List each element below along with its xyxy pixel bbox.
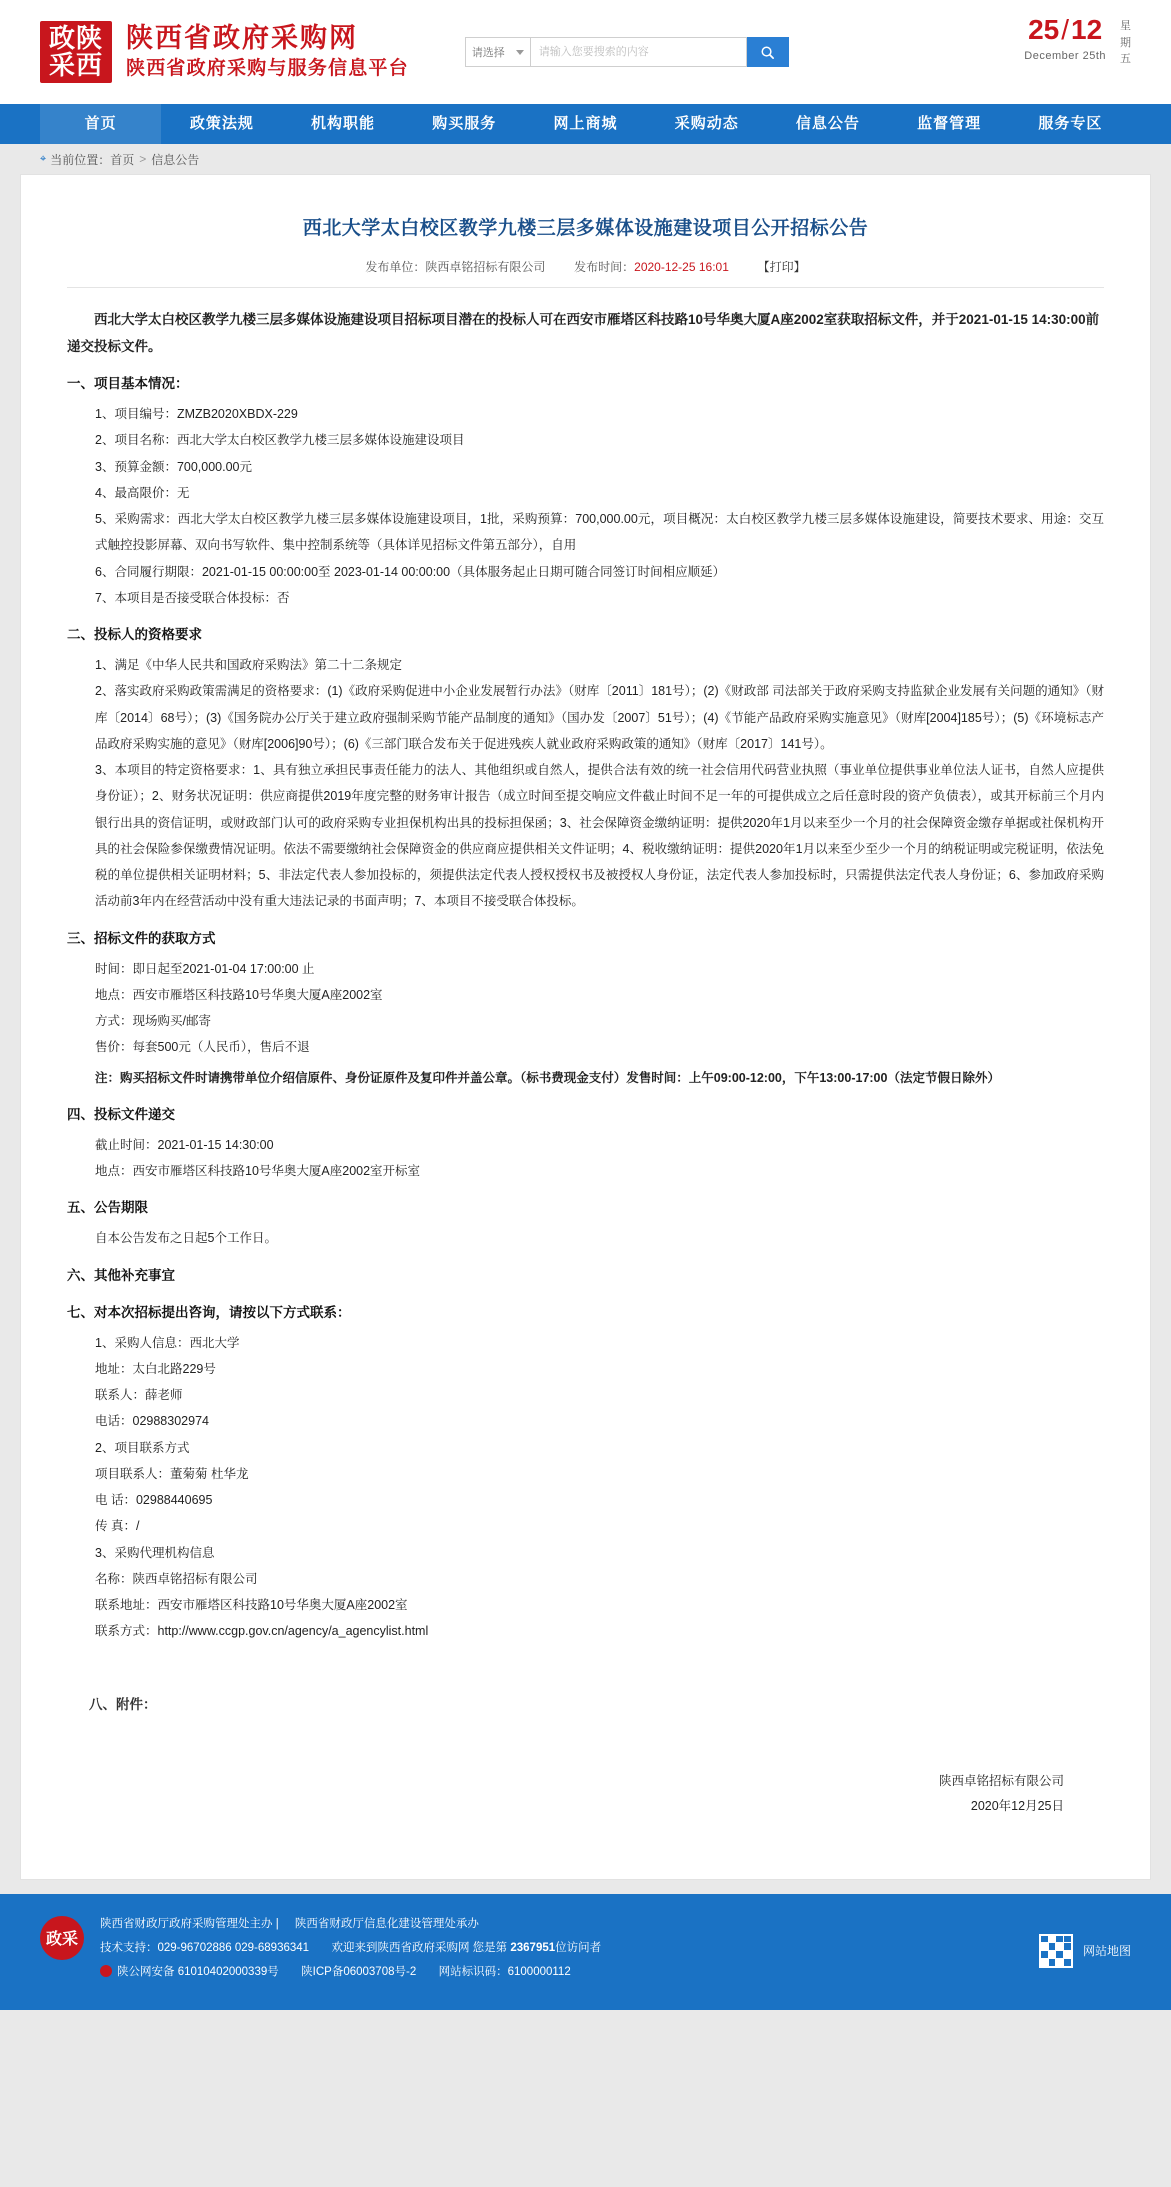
footer-line-1: 陕西省财政厅政府采购管理处主办 | 陕西省财政厅信息化建设管理处承办 (100, 1917, 479, 1930)
search-category-select[interactable] (465, 37, 531, 67)
nav-item-2[interactable]: 机构职能 (311, 115, 376, 132)
footer-logo-icon (40, 1916, 84, 1960)
qr-code-icon (1039, 1934, 1073, 1968)
publish-time-label: 发布时间： (574, 260, 635, 274)
section-2-item-3: 售价：每套500元（人民币），售后不退 (95, 1040, 310, 1055)
logo-mark-top: 政陕 (48, 22, 103, 53)
document-intro: 西北大学太白校区教学九楼三层多媒体设施建设项目招标项目潜在的投标人可在西安市雁塔区科技路10号华奥大厦A座2002室获取招标文件，并于2021-01-15 14:30:00前递交投标文件。 (67, 312, 1100, 354)
section-heading-6: 七、对本次招标提出咨询，请按以下方式联系： (67, 1304, 351, 1320)
section-0-item-2: 3、预算金额：700,000.00元 (95, 459, 253, 474)
section-6-item-0: 1、采购人信息：西北大学 (95, 1335, 240, 1350)
footer-sponsor: 陕西省财政厅政府采购管理处主办 (100, 1917, 273, 1930)
section-0-item-0: 1、项目编号：ZMZB2020XBDX-229 (95, 407, 298, 421)
visitor-count: 2367951 (510, 1941, 556, 1954)
section-0-item-1: 2、项目名称：西北大学太白校区教学九楼三层多媒体设施建设项目 (95, 433, 465, 448)
section-6-item-1: 地址：太白北路229号 (95, 1361, 216, 1376)
nav-item-1[interactable]: 政策法规 (189, 115, 254, 132)
footer-line-2 (100, 1936, 601, 1960)
police-badge-icon (100, 1965, 112, 1977)
date-month: 12 (1071, 14, 1103, 45)
section-3-item-0: 截止时间：2021-01-15 14:30:00 (95, 1137, 274, 1152)
breadcrumb (0, 144, 1171, 174)
section-2-item-1: 地点：西安市雁塔区科技路10号华奥大厦A座2002室 (95, 987, 383, 1002)
search-category-value: 请选择 (471, 47, 505, 59)
announcement-paper (20, 174, 1151, 1880)
section-1-item-2: 3、本项目的特定资格要求：1、具有独立承担民事责任能力的法人、其他组织或自然人，提供合法有效的统一社会信用代码营业执照（事业单位提供事业单位法人证书，自然人应提供身份证）；2、财务状况证明：供应商提供2019年度完整的财务审计报告（成立时间至提交响应文件截止时间不足一年的可提供成立之后任意时段的资产负债表），或其开标前三个月内银行出具的资信证明，或财政部门认可的政府采购专业担保机构出具的投标担保函；3、社会保障资金缴纳证明：提供2020年1月以来至少一个月的社会保障资金缴存单据或社保机构开具的社会保险参保缴费情况证明。依法不需要缴纳社会保障资金的供应商应提供相关文件证明；4、税收缴纳证明：提供2020年1月以来至少至少一个月的纳税证明或完税证明，依法免税的单位提供相关证明材料；5、非法定代表人参加投标的，须提供法定代表人授权授权书及被授权人身份证，法定代表人参加投标时，只需提供法定代表人身份证；6、参加政府采购活动前3年内在经营活动中没有重大违法记录的书面声明；7、本项目不接受联合体投标。 (95, 763, 1104, 909)
breadcrumb-home-link[interactable]: 首页 (110, 152, 135, 167)
sitemap-label: 网站地图 (1082, 1944, 1131, 1958)
document-body (67, 288, 1104, 1713)
section-6-item-4: 2、项目联系方式 (95, 1440, 190, 1455)
search-input[interactable] (531, 37, 747, 67)
site-id-code: 网站标识码：6100000112 (438, 1965, 571, 1978)
date-day-ordinal: 25th (1082, 50, 1106, 62)
footer-support: 技术支持：029-96702886 029-68936341 (100, 1941, 310, 1954)
section-6-item-11: 联系方式：http://www.ccgp.gov.cn/agency/a_agencylist.html (95, 1624, 429, 1639)
date-month-name: December (1024, 50, 1080, 62)
section-heading-4: 五、公告期限 (67, 1200, 148, 1216)
site-logo[interactable] (40, 21, 409, 83)
section-6-item-9: 名称：陕西卓铭招标有限公司 (95, 1571, 258, 1586)
nav-item-3[interactable]: 购买服务 (432, 115, 497, 132)
footer-welcome: 欢迎来到陕西省政府采购网 您是第 (331, 1941, 508, 1954)
search-button[interactable] (747, 37, 789, 67)
document-meta (67, 258, 1104, 288)
date-slash: / (1061, 14, 1070, 45)
sitemap-area[interactable] (1039, 1934, 1131, 1968)
section-1-item-1: 2、落实政府采购政策需满足的资格要求：(1)《政府采购促进中小企业发展暂行办法》（财库〔2011〕181号）；(2)《财政部 司法部关于政府采购支持监狱企业发展有关问题的通知》（财库〔2014〕68号）；(3)《国务院办公厅关于建立政府强制采购节能产品制度的通知》（国办发〔2007〕51号）；(4)《节能产品政府采购实施意见》（财库[2004]185号）；(5)《环境标志产品政府采购实施的意见》（财库[2006]90号）；(6)《三部门联合发布关于促进残疾人就业政府采购政策的通知》（财库〔2017〕141号）。 (95, 684, 1104, 751)
footer-line-3 (100, 1960, 601, 1984)
nav-item-7[interactable]: 监督管理 (917, 115, 982, 132)
main-nav (0, 104, 1171, 144)
section-0-item-5: 6、合同履行期限：2021-01-15 00:00:00至 2023-01-14 00:00:00（具体服务起止日期可随合同签订时间相应顺延） (95, 564, 726, 579)
police-record[interactable]: 陕公网安备 61010402000339号 (117, 1965, 279, 1978)
section-4-item-0: 自本公告发布之日起5个工作日。 (95, 1231, 277, 1246)
nav-item-4[interactable]: 网上商城 (553, 115, 618, 132)
site-footer (0, 1894, 1171, 2000)
nav-item-6[interactable]: 信息公告 (795, 115, 860, 132)
section-0-item-4: 5、采购需求：西北大学太白校区教学九楼三层多媒体设施建设项目，1批，采购预算：700,000.00元，项目概况：太白校区教学九楼三层多媒体设施建设，简要技术要求、用途：交互式触控投影屏幕、双向书写软件、集中控制系统等（具体详见招标文件第五部分），自用 (95, 512, 1104, 553)
section-heading-1: 二、投标人的资格要求 (67, 627, 202, 642)
section-0-item-3: 4、最高限价：无 (95, 485, 190, 500)
footer-logo-text: 政采 (45, 1931, 78, 1948)
section-6-item-5: 项目联系人：董菊菊 杜华龙 (95, 1466, 249, 1481)
site-title-line2: 陕西省政府采购与服务信息平台 (126, 58, 409, 80)
document-sections (67, 370, 1104, 1713)
location-pin-icon: ⌖ (40, 152, 47, 165)
print-button[interactable]: 【打印】 (757, 260, 806, 274)
breadcrumb-current: 信息公告 (151, 152, 200, 167)
page-title: 西北大学太白校区教学九楼三层多媒体设施建设项目公开招标公告 (302, 218, 869, 239)
site-header (0, 0, 1171, 104)
publisher-value: 陕西卓铭招标有限公司 (425, 260, 546, 274)
weekday-char-3: 五 (1120, 53, 1131, 65)
section-3-item-1: 地点：西安市雁塔区科技路10号华奥大厦A座2002室开标室 (95, 1164, 421, 1178)
section-2-item-0: 时间：即日起至2021-01-04 17:00:00 止 (95, 961, 315, 976)
nav-item-8[interactable]: 服务专区 (1038, 115, 1103, 132)
section-heading-2: 三、招标文件的获取方式 (67, 930, 216, 946)
logo-mark-icon (40, 21, 112, 83)
breadcrumb-prefix: 当前位置： (50, 152, 111, 167)
date-day: 25 (1028, 14, 1060, 45)
section-2-item-2: 方式：现场购买/邮寄 (95, 1014, 211, 1028)
signature-name: 陕西卓铭招标有限公司 (938, 1773, 1064, 1788)
section-2-note: 注：购买招标文件时请携带单位介绍信原件、身份证原件及复印件并盖公章。（标书费现金支付）发售时间：上午09:00-12:00，下午13:00-17:00（法定节假日除外） (95, 1070, 1000, 1085)
section-6-item-6: 电 话：02988440695 (95, 1493, 213, 1507)
site-title-line1: 陕西省政府采购网 (126, 22, 358, 53)
section-heading-3: 四、投标文件递交 (67, 1106, 175, 1122)
date-widget (1024, 16, 1131, 68)
publisher-label: 发布单位： (365, 260, 426, 274)
logo-mark-bottom: 采西 (48, 50, 103, 80)
weekday-char-1: 星 (1120, 20, 1131, 32)
search-area (465, 37, 789, 67)
section-0-item-6: 7、本项目是否接受联合体投标：否 (95, 590, 290, 605)
publish-time-value: 2020-12-25 16:01 (634, 260, 729, 274)
section-6-item-8: 3、采购代理机构信息 (95, 1545, 215, 1560)
icp-record[interactable]: 陕ICP备06003708号-2 (301, 1965, 417, 1978)
section-6-item-3: 电话：02988302974 (95, 1414, 209, 1429)
chevron-down-icon (516, 50, 524, 55)
document-signature (67, 1769, 1104, 1819)
section-6-item-2: 联系人：薛老师 (95, 1388, 183, 1402)
section-6-item-7: 传 真：/ (95, 1519, 140, 1534)
footer-organizer: 陕西省财政厅信息化建设管理处承办 (294, 1917, 479, 1930)
logo-text (126, 22, 409, 82)
breadcrumb-separator: > (139, 152, 147, 166)
section-1-item-0: 1、满足《中华人民共和国政府采购法》第二十二条规定 (95, 658, 402, 672)
nav-item-5[interactable]: 采购动态 (674, 115, 739, 132)
signature-date: 2020年12月25日 (970, 1798, 1064, 1813)
weekday-char-2: 期 (1120, 36, 1131, 49)
date-weekday (1120, 16, 1131, 68)
search-icon (760, 45, 775, 60)
section-heading-0: 一、项目基本情况： (67, 376, 189, 391)
nav-item-0[interactable]: 首页 (40, 104, 161, 144)
section-6-item-10: 联系地址：西安市雁塔区科技路10号华奥大厦A座2002室 (95, 1598, 408, 1612)
section-heading-5: 六、其他补充事宜 (67, 1267, 175, 1283)
footer-strip (0, 2000, 1171, 2010)
footer-visitor-suffix: 位访问者 (555, 1941, 602, 1954)
section-heading-7: 八、附件： (89, 1696, 157, 1712)
